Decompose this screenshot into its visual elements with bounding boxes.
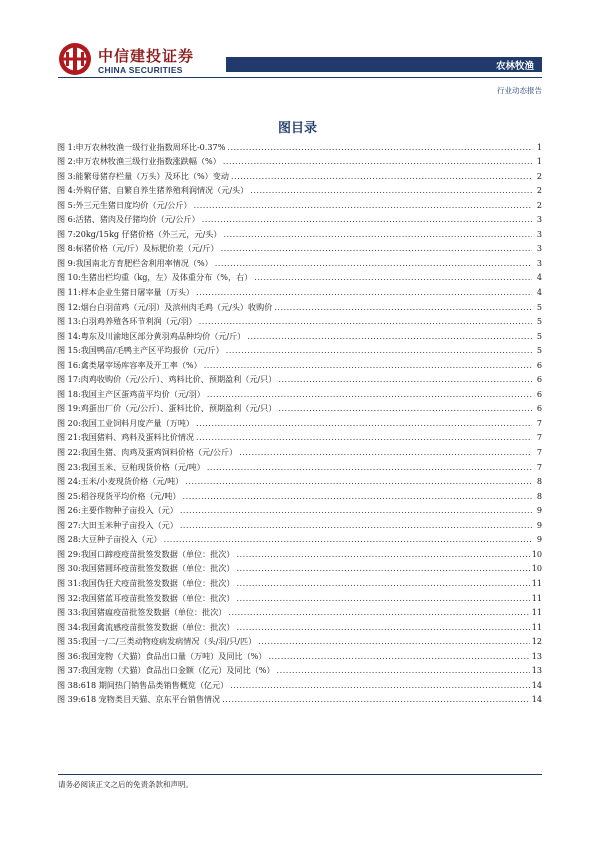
company-name-cn: 中信建投证券 bbox=[98, 47, 195, 65]
toc-leader-dots bbox=[236, 548, 529, 561]
toc-entry-page: 9 bbox=[536, 534, 542, 545]
toc-leader-dots bbox=[268, 650, 529, 663]
toc-entry-page: 5 bbox=[536, 301, 542, 312]
toc-entry[interactable] bbox=[57, 284, 542, 299]
company-name-en: CHINA SECURITIES bbox=[98, 65, 183, 75]
toc-entry-page: 11 bbox=[531, 607, 542, 618]
toc-entry-page: 3 bbox=[536, 228, 542, 239]
toc-entry-label: 图 18:我国主产区蛋鸡苗平均价（元/羽） bbox=[57, 388, 205, 399]
toc-entry[interactable] bbox=[57, 474, 542, 489]
toc-leader-dots bbox=[277, 664, 530, 677]
toc-leader-dots bbox=[278, 402, 532, 415]
toc-entry-page: 11 bbox=[531, 577, 542, 588]
toc-leader-dots bbox=[196, 286, 532, 299]
toc-entry-page: 3 bbox=[536, 243, 542, 254]
toc-entry[interactable] bbox=[57, 299, 542, 314]
toc-entry[interactable] bbox=[57, 546, 542, 561]
toc-entry[interactable] bbox=[57, 677, 542, 692]
toc-entry-page: 11 bbox=[531, 621, 542, 632]
toc-entry[interactable] bbox=[57, 605, 542, 620]
toc-entry[interactable] bbox=[57, 168, 542, 183]
toc-entry[interactable] bbox=[57, 226, 542, 241]
toc-leader-dots bbox=[221, 242, 532, 255]
toc-entry-page: 7 bbox=[536, 417, 542, 428]
toc-entry-label: 图 19:鸡蛋出厂价（元/公斤）、蛋料比价、预期盈利（元/只） bbox=[57, 403, 277, 414]
toc-entry-page: 9 bbox=[536, 519, 542, 530]
toc-entry-page: 12 bbox=[531, 636, 542, 647]
toc-leader-dots bbox=[202, 213, 532, 226]
toc-entry-page: 4 bbox=[536, 272, 542, 283]
toc-entry-page: 10 bbox=[531, 548, 542, 559]
toc-entry[interactable] bbox=[57, 619, 542, 634]
toc-entry-page: 7 bbox=[536, 447, 542, 458]
toc-entry-label: 图 6:活猪、猪肉及仔猪均价（元/公斤） bbox=[57, 214, 200, 225]
toc-leader-dots bbox=[223, 155, 532, 168]
toc-entry[interactable] bbox=[57, 386, 542, 401]
report-type: 行业动态报告 bbox=[497, 86, 542, 95]
toc-leader-dots bbox=[222, 693, 530, 706]
toc-entry[interactable] bbox=[57, 270, 542, 285]
sector-banner bbox=[226, 57, 542, 72]
toc-entry[interactable] bbox=[57, 488, 542, 503]
toc-leader-dots bbox=[196, 417, 532, 430]
toc-entry-label: 图 15:我国鸭苗/毛鸭主产区平均报价（元/斤） bbox=[57, 345, 224, 356]
toc-entry-page: 11 bbox=[531, 592, 542, 603]
toc-entry[interactable] bbox=[57, 444, 542, 459]
toc-entry-page: 3 bbox=[536, 257, 542, 268]
toc-entry-label: 图 39:618 宠物类目天猫、京东平台销售情况 bbox=[57, 694, 221, 705]
toc-entry[interactable] bbox=[57, 372, 542, 387]
toc-leader-dots bbox=[239, 446, 532, 459]
toc-leader-dots bbox=[207, 388, 532, 401]
toc-leader-dots bbox=[236, 562, 529, 575]
toc-entry-label: 图 26:主要作物种子亩投入（元） bbox=[57, 505, 178, 516]
toc-leader-dots bbox=[236, 577, 529, 590]
toc-leader-dots bbox=[231, 170, 532, 183]
toc-leader-dots bbox=[185, 475, 532, 488]
toc-entry-page: 6 bbox=[536, 374, 542, 385]
toc-entry-label: 图 32:我国猪蓝耳疫苗批签发数据（单位：批次） bbox=[57, 592, 235, 603]
toc-leader-dots bbox=[199, 315, 532, 328]
toc-entry-page: 1 bbox=[536, 141, 542, 152]
toc-leader-dots bbox=[258, 635, 529, 648]
toc-entry-page: 9 bbox=[536, 505, 542, 516]
toc-leader-dots bbox=[236, 621, 529, 634]
toc-entry-label: 图 12:烟台白羽苗鸡（元/羽）及滨州肉毛鸡（元/头）收购价 bbox=[57, 301, 273, 312]
toc-entry-page: 3 bbox=[536, 214, 542, 225]
toc-entry-page: 10 bbox=[531, 563, 542, 574]
toc-entry[interactable] bbox=[57, 503, 542, 518]
toc-entry-label: 图 31:我国伪狂犬疫苗批签发数据（单位：批次） bbox=[57, 577, 235, 588]
toc-entry[interactable] bbox=[57, 561, 542, 576]
toc-entry-label: 图 38:618 期间热门销售品类销售概览（亿元） bbox=[57, 679, 229, 690]
toc-entry[interactable] bbox=[57, 415, 542, 430]
toc-entry[interactable] bbox=[57, 430, 542, 445]
toc-entry-page: 2 bbox=[536, 170, 542, 181]
toc-leader-dots bbox=[204, 359, 532, 372]
toc-entry-label: 图 16:禽类屠宰场库容率及开工率（%） bbox=[57, 359, 202, 370]
toc-leader-dots bbox=[215, 257, 532, 270]
toc-entry-page: 4 bbox=[536, 287, 542, 298]
toc-entry-label: 图 28:大豆种子亩投入（元） bbox=[57, 534, 162, 545]
toc-entry-label: 图 3:能繁母猪存栏量（万头）及环比（%）变动 bbox=[57, 170, 229, 181]
toc-leader-dots bbox=[236, 592, 529, 605]
toc-entry-label: 图 20:我国工业饲料月度产量（万吨） bbox=[57, 417, 195, 428]
toc-entry-label: 图 17:肉鸡收购价（元/公斤）、鸡料比价、预期盈利（元/只） bbox=[57, 374, 277, 385]
toc-entry-label: 图 9:我国南北方育肥栏舍利用率情况（%） bbox=[57, 257, 213, 268]
toc-entry-page: 2 bbox=[536, 185, 542, 196]
toc-leader-dots bbox=[250, 184, 532, 197]
toc-entry-page: 6 bbox=[536, 403, 542, 414]
toc-entry[interactable] bbox=[57, 575, 542, 590]
toc-entry[interactable] bbox=[57, 590, 542, 605]
toc-entry-page: 5 bbox=[536, 330, 542, 341]
toc-leader-dots bbox=[227, 141, 532, 154]
toc-entry[interactable] bbox=[57, 212, 542, 227]
toc-entry[interactable] bbox=[57, 532, 542, 547]
toc-leader-dots bbox=[164, 533, 532, 546]
toc-entry[interactable] bbox=[57, 343, 542, 358]
sector-label: 农林牧渔 bbox=[495, 61, 534, 72]
toc-entry-page: 14 bbox=[531, 694, 542, 705]
toc-entry-label: 图 23:我国玉米、豆粕现货价格（元/吨） bbox=[57, 461, 205, 472]
page-title: 图目录 bbox=[277, 121, 317, 136]
toc-entry[interactable] bbox=[57, 663, 542, 678]
toc-entry-label: 图 33:我国猪瘟疫苗批签发数据（单位：批次） bbox=[57, 607, 227, 618]
toc-entry[interactable] bbox=[57, 139, 542, 154]
toc-entry-label: 图 25:稻谷现货平均价格（元/吨） bbox=[57, 490, 181, 501]
toc-leader-dots bbox=[223, 228, 532, 241]
toc-entry-label: 图 36:我国宠物（犬猫）食品出口量（万吨）及同比（%） bbox=[57, 650, 267, 661]
toc-entry[interactable] bbox=[57, 314, 542, 329]
toc-entry-label: 图 2:申万农林牧渔三级行业指数涨跌幅（%） bbox=[57, 156, 221, 167]
toc-entry-page: 13 bbox=[531, 650, 542, 661]
toc-entry-page: 7 bbox=[536, 432, 542, 443]
toc-entry-page: 14 bbox=[531, 679, 542, 690]
toc-entry[interactable] bbox=[57, 401, 542, 416]
toc-entry[interactable] bbox=[57, 255, 542, 270]
toc-entry-page: 1 bbox=[536, 156, 542, 167]
toc-entry-label: 图 34:我国禽流感疫苗批签发数据（单位：批次） bbox=[57, 621, 235, 632]
toc-leader-dots bbox=[180, 519, 532, 532]
toc-entry-label: 图 5:外三元生猪日度均价（元/公斤） bbox=[57, 199, 192, 210]
toc-leader-dots bbox=[230, 679, 529, 692]
toc-entry-page: 5 bbox=[536, 345, 542, 356]
toc-entry-label: 图 11:样本企业生猪日屠宰量（万头） bbox=[57, 287, 195, 298]
toc-entry-label: 图 35:我国一/二/三类动物疫病发病情况（头/羽/只/匹） bbox=[57, 636, 257, 647]
company-logo-icon bbox=[58, 42, 92, 76]
toc-entry-label: 图 4:外购仔猪、自繁自养生猪养殖利润情况（元/头） bbox=[57, 185, 249, 196]
toc-entry-label: 图 10:生猪出栏均重（kg，左）及体重分布（%，右） bbox=[57, 272, 253, 283]
toc-entry-page: 8 bbox=[536, 490, 542, 501]
toc-leader-dots bbox=[207, 461, 532, 474]
toc-entry[interactable] bbox=[57, 328, 542, 343]
toc-entry-label: 图 7:20kg/15kg 仔猪价格（外三元，元/头） bbox=[57, 228, 222, 239]
toc-entry[interactable] bbox=[57, 692, 542, 707]
toc-entry-page: 6 bbox=[536, 359, 542, 370]
toc-leader-dots bbox=[183, 490, 532, 503]
toc-entry-page: 13 bbox=[531, 665, 542, 676]
header-divider bbox=[58, 77, 542, 78]
toc-leader-dots bbox=[196, 431, 532, 444]
toc-entry-label: 图 30:我国猪圆环疫苗批签发数据（单位：批次） bbox=[57, 563, 235, 574]
toc-entry-label: 图 21:我国猪料、鸡料及蛋料比价情况 bbox=[57, 432, 195, 443]
toc-entry[interactable] bbox=[57, 197, 542, 212]
toc-leader-dots bbox=[194, 199, 532, 212]
footer-divider bbox=[58, 774, 542, 775]
toc-entry-label: 图 37:我国宠物（犬猫）食品出口金额（亿元）及同比（%） bbox=[57, 665, 275, 676]
toc-entry-label: 图 1:申万农林牧渔一级行业指数周环比-0.37% bbox=[57, 141, 226, 152]
toc-entry[interactable] bbox=[57, 459, 542, 474]
toc-entry-label: 图 24:玉米/小麦现货价格（元/吨） bbox=[57, 476, 184, 487]
toc-entry-label: 图 8:标猪价格（元/斤）及标肥价差（元/斤） bbox=[57, 243, 219, 254]
toc-entry[interactable] bbox=[57, 241, 542, 256]
toc-entry[interactable] bbox=[57, 154, 542, 169]
toc-entry-label: 图 13:白羽鸡养殖各环节利润（元/羽） bbox=[57, 316, 197, 327]
toc-leader-dots bbox=[247, 330, 532, 343]
toc-entry[interactable] bbox=[57, 648, 542, 663]
toc-entry-page: 8 bbox=[536, 476, 542, 487]
toc-entry-page: 5 bbox=[536, 316, 542, 327]
toc-leader-dots bbox=[274, 301, 532, 314]
toc-entry[interactable] bbox=[57, 357, 542, 372]
footer-disclaimer: 请务必阅读正文之后的免责条款和声明。 bbox=[58, 780, 193, 789]
toc-leader-dots bbox=[180, 504, 532, 517]
toc-leader-dots bbox=[254, 271, 532, 284]
toc-entry[interactable] bbox=[57, 517, 542, 532]
toc-entry-label: 图 29:我国口蹄疫疫苗批签发数据（单位：批次） bbox=[57, 548, 235, 559]
toc-entry-page: 7 bbox=[536, 461, 542, 472]
toc-entry-label: 图 14:粤东及川渝地区部分黄羽鸡品种均价（元/斤） bbox=[57, 330, 246, 341]
toc-entry-label: 图 27:大田玉米种子亩投入（元） bbox=[57, 519, 178, 530]
toc-entry-page: 6 bbox=[536, 388, 542, 399]
toc-leader-dots bbox=[228, 606, 529, 619]
toc-entry-page: 2 bbox=[536, 199, 542, 210]
toc-leader-dots bbox=[226, 344, 532, 357]
figure-list bbox=[57, 139, 542, 706]
toc-entry[interactable] bbox=[57, 183, 542, 198]
toc-leader-dots bbox=[278, 373, 532, 386]
toc-entry-label: 图 22:我国生猪、肉鸡及蛋鸡饲料价格（元/公斤） bbox=[57, 447, 238, 458]
toc-entry[interactable] bbox=[57, 634, 542, 649]
